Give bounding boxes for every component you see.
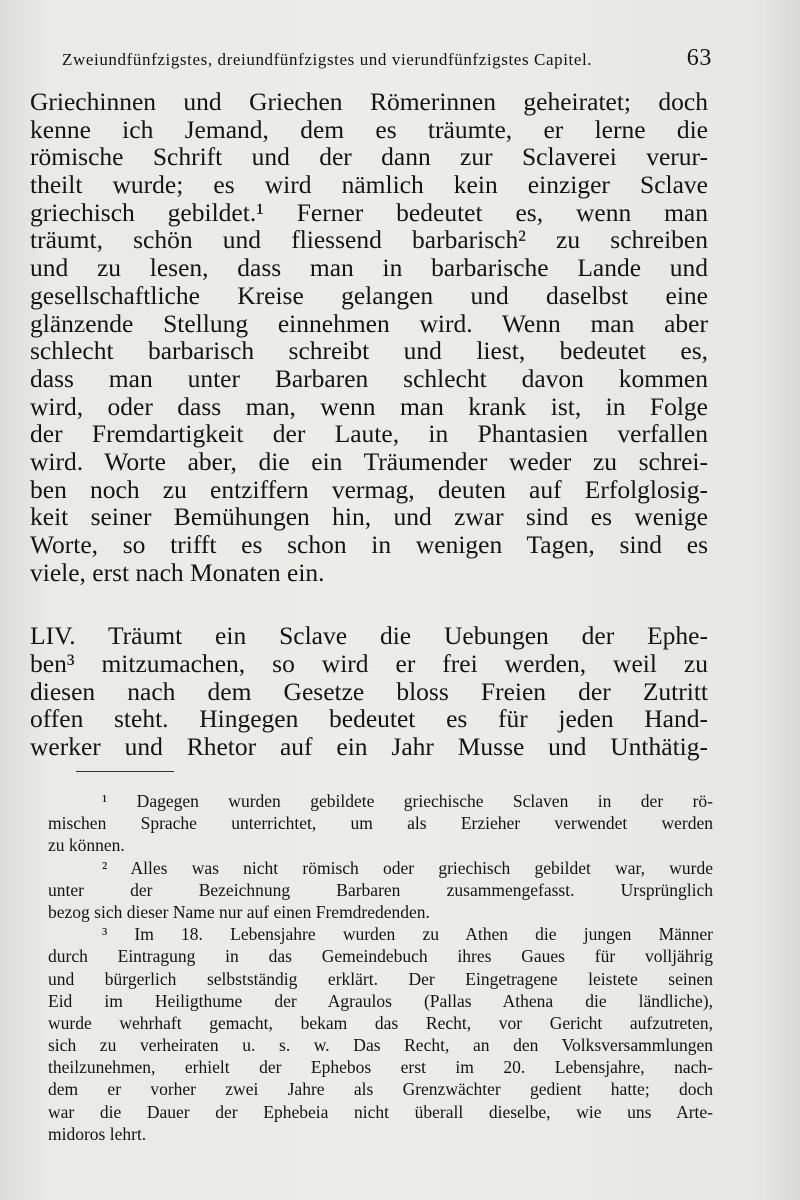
text-line: und zu lesen, dass man in barbarische Lande und: [30, 253, 708, 283]
footnote-line: bezog sich dieser Name nur auf einen Fremdredenden.: [48, 901, 430, 922]
footnote-line: theilzunehmen, erhielt der Ephebos erst im 20. Lebensjahre, nach-: [48, 1057, 713, 1078]
text-line: gesellschaftliche Kreise gelangen und daselbst eine: [30, 280, 708, 310]
footnote-line: zu können.: [48, 835, 125, 856]
text-line: glänzende Stellung einnehmen wird. Wenn man aber: [30, 308, 708, 338]
text-line: griechisch gebildet.¹ Ferner bedeutet es, wenn man: [30, 197, 708, 227]
section-text-line: werker und Rhetor auf ein Jahr Musse und Unthätig-: [30, 732, 708, 762]
text-line: Worte, so trifft es schon in wenigen Tagen, sind es: [30, 530, 708, 559]
footnote-line: dem er vorher zwei Jahre als Grenzwächter gedient hatte; doch: [48, 1079, 713, 1100]
paragraph-gap: [30, 586, 708, 622]
footnote-line: sich zu verheiraten u. s. w. Das Recht, an den Volksversammlungen: [48, 1035, 713, 1056]
footnote-line: Eid im Heiligthume der Agraulos (Pallas Athena die ländliche),: [48, 990, 713, 1011]
footnote-line: ² Alles was nicht römisch oder griechisch gebildet war, wurde: [102, 857, 713, 878]
footnote-divider: [76, 771, 174, 772]
text-line: ben noch zu entziffern vermag, deuten auf Erfolglosig-: [30, 474, 708, 504]
footnote-line: und bürgerlich selbstständig erklärt. Der Eingetragene leistete seinen: [48, 968, 713, 989]
footnotes: [48, 790, 713, 1145]
text-line: theilt wurde; es wird nämlich kein einziger Sclave: [30, 170, 708, 200]
text-line: der Fremdartigkeit der Laute, in Phantasien verfallen: [30, 419, 708, 449]
text-line: dass man unter Barbaren schlecht davon kommen: [30, 363, 708, 393]
footnote-line: wurde wehrhaft gemacht, bekam das Recht, vor Gericht aufzutreten,: [48, 1012, 713, 1033]
text-line: Griechinnen und Griechen Römerinnen geheiratet; doch: [30, 87, 708, 116]
text-line: römische Schrift und der dann zur Sclaverei verur-: [30, 142, 708, 172]
footnote-line: mischen Sprache unterrichtet, um als Erzieher verwendet werden: [48, 813, 713, 834]
footnote-line: war die Dauer der Ephebeia nicht überall dieselbe, wie uns Arte-: [48, 1101, 713, 1122]
footnote-line: ³ Im 18. Lebensjahre wurden zu Athen die jungen Männer: [102, 924, 713, 945]
page-number: 63: [686, 45, 712, 71]
text-line: wird. Worte aber, die ein Träumender weder zu schrei-: [30, 446, 708, 476]
footnote-line: unter der Bezeichnung Barbaren zusammengefasst. Ursprünglich: [48, 879, 713, 900]
section-text-line: ben³ mitzumachen, so wird er frei werden, weil zu: [30, 649, 708, 679]
section-text-line: LIV. Träumt ein Sclave die Uebungen der Ephe-: [30, 621, 708, 651]
section-text-line: offen steht. Hingegen bedeutet es für jeden Hand-: [30, 704, 708, 734]
running-head: [62, 40, 712, 74]
section-text-line: diesen nach dem Gesetze bloss Freien der Zutritt: [30, 676, 708, 706]
text-line: schlecht barbarisch schreibt und liest, bedeutet es,: [30, 336, 708, 366]
footnote-line: durch Eintragung in das Gemeindebuch ihres Gaues für volljährig: [48, 946, 713, 967]
text-line: kenne ich Jemand, dem es träumte, er lerne die: [30, 114, 708, 144]
text-line: träumt, schön und fliessend barbarisch² zu schreiben: [30, 225, 708, 255]
main-text: [30, 88, 708, 761]
text-line: viele, erst nach Monaten ein.: [30, 557, 325, 587]
footnote-line: ¹ Dagegen wurden gebildete griechische Sclaven in der rö-: [102, 791, 713, 811]
text-line: wird, oder dass man, wenn man krank ist, in Folge: [30, 391, 708, 421]
footnote-line: midoros lehrt.: [48, 1123, 147, 1144]
chapter-heading: Zweiundfünfzigstes, dreiundfünfzigstes und vierundfünfzigstes Capitel.: [62, 50, 593, 69]
text-line: keit seiner Bemühungen hin, und zwar sind es wenige: [30, 502, 708, 532]
